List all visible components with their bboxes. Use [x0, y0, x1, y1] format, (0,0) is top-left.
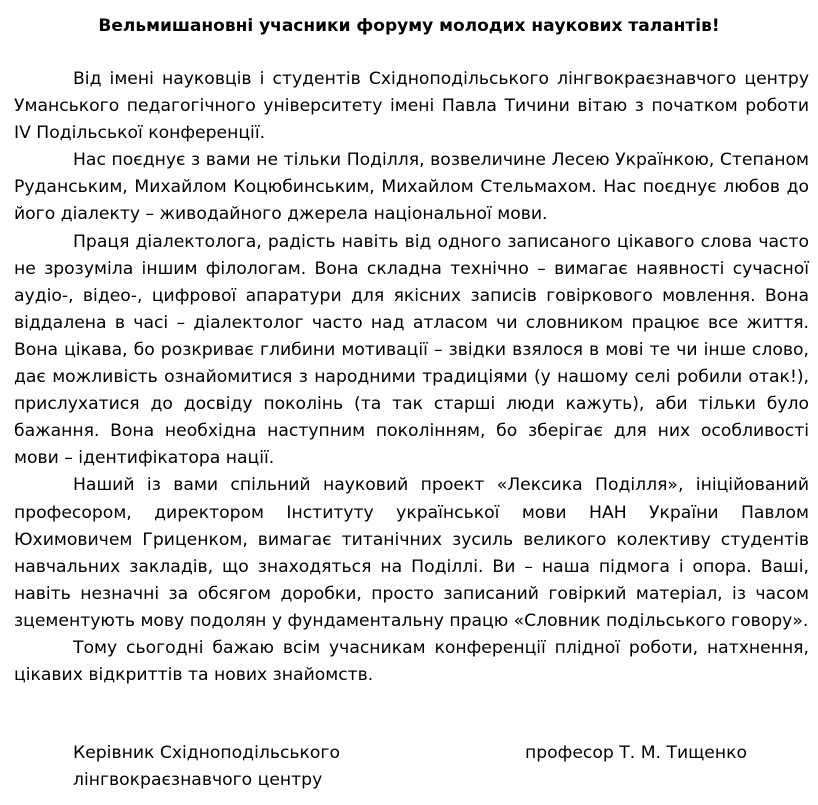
document-title: Вельмишановні учасники форуму молодих наукових талантів! [98, 16, 720, 36]
document-body [14, 66, 809, 689]
signature-position-line-1: Керівник Східноподільського [73, 743, 340, 763]
signature-position-line-2: лінгвокраєзнавчого центру [73, 770, 323, 790]
signature-position [73, 740, 340, 794]
signature-block [0, 740, 818, 800]
paragraph-project: Наший із вами спільний науковий проект «Лексика Поділля», ініційований професором, директором Інституту української мови НАН України Павлом Юхимовичем Гриценком, вимагає титанічних зусиль великого колективу студентів навчальних закладів, що знаходяться на Поділлі. Ви – наша підмога і опора. Ваші, навіть незначні за обсягом доробки, просто записаний говіркий матеріал, із часом зцементують мову подолян у фундаментальну працю «Словник подільського говору». [14, 475, 809, 631]
paragraph-greeting: Від імені науковців і студентів Східноподільського лінгвокраєзнавчого центру Уманського педагогічного університету імені Павла Тичини вітаю з початком роботи ІV Подільської конференції. [14, 69, 809, 144]
signature-name: професор Т. М. Тищенко [525, 743, 748, 763]
paragraph-podillia: Нас поєднує з вами не тільки Поділля, возвеличине Лесею Українкою, Степаном Руданським, Михайлом Коцюбинським, Михайлом Стельмахом. Нас поєднує любов до його діалекту – живодайного джерела національної мови. [14, 150, 809, 225]
paragraph-wishes: Тому сьогодні бажаю всім учасникам конференції плідної роботи, натхнення, цікавих відкриттів та нових знайомств. [14, 637, 809, 686]
paragraph-dialectologist-work: Праця діалектолога, радість навіть від одного записаного цікавого слова часто не зрозуміла іншим філологам. Вона складна технічно – вимагає наявності сучасної аудіо-, відео-, цифрової апаратури для якісних записів говіркового мовлення. Вона віддалена в часі – діалектолог часто над атласом чи словником працює все життя. Вона цікава, бо розкриває глибини мотивації – звідки взялося в мові те чи інше слово, дає можливість ознайомитися з народними традиціями (у нашому селі робили отак!), прислухатися до досвіду поколінь (та так старші люди кажуть), аби тільки було бажання. Вона необхідна наступним поколінням, бо зберігає для них особливості мови – ідентифікатора нації. [14, 231, 809, 469]
